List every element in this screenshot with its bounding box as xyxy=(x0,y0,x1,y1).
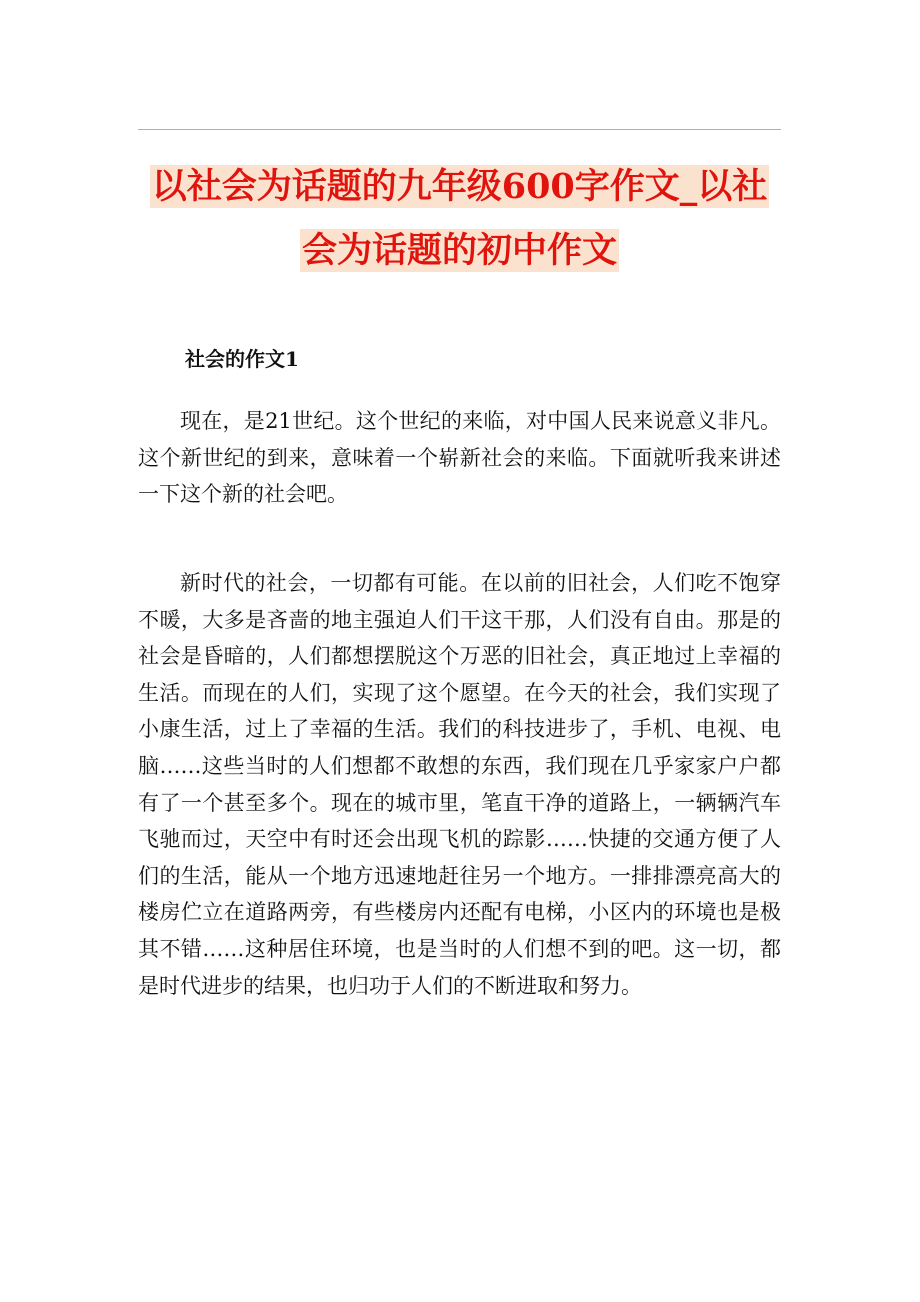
paragraph-2: 新时代的社会，一切都有可能。在以前的旧社会，人们吃不饱穿不暖，大多是吝啬的地主强迫人们干这干那，人们没有自由。那是的社会是昏暗的，人们都想摆脱这个万恶的旧社会，真正地过上幸福的生活。而现在的人们，实现了这个愿望。在今天的社会，我们实现了小康生活，过上了幸福的生活。我们的科技进步了，手机、电视、电脑……这些当时的人们想都不敢想的东西，我们现在几乎家家户户都有了一个甚至多个。现在的城市里，笔直干净的道路上，一辆辆汽车飞驰而过，天空中有时还会出现飞机的踪影……快捷的交通方便了人们的生活，能从一个地方迅速地赶往另一个地方。一排排漂亮高大的楼房伫立在道路两旁，有些楼房内还配有电梯，小区内的环境也是极其不错……这种居住环境，也是当时的人们想不到的吧。这一切，都是时代进步的结果，也归功于人们的不断进取和努力。 xyxy=(138,571,781,998)
document-title: 以社会为话题的九年级600字作文_以社会为话题的初中作文 xyxy=(151,166,768,271)
section-heading: 社会的作文1 xyxy=(185,347,299,371)
paragraph-1: 现在，是21世纪。这个世纪的来临，对中国人民来说意义非凡。这个新世纪的到来，意味着一个崭新社会的来临。下面就听我来讲述一下这个新的社会吧。 xyxy=(138,409,781,507)
header-divider xyxy=(138,129,781,130)
